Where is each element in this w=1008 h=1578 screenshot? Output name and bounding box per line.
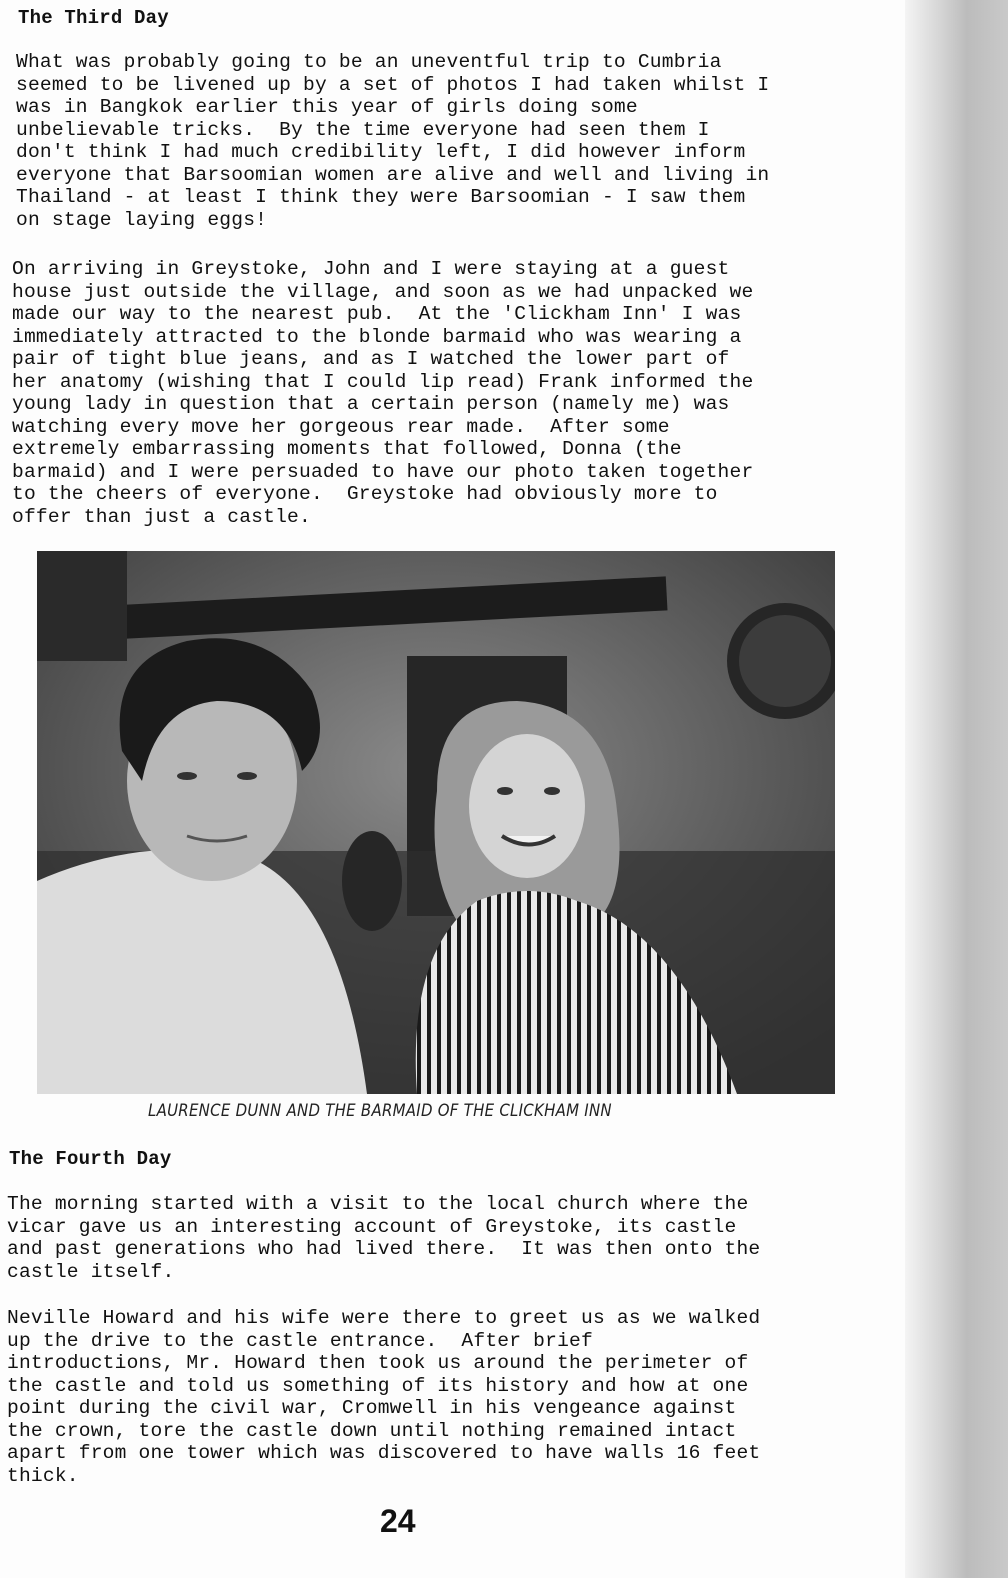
fourth-day-paragraph-2: Neville Howard and his wife were there to greet us as we walked up the drive to the castle entrance. After brief introductions, Mr. Howard then took us around the perimeter of the castle and told us something of its history and how at one point during the civil war, Cromwell in his vengeance against the crown, tore the castle down until nothing remained intact apart from one tower which was discovered to have walls 16 feet thick. bbox=[7, 1307, 761, 1487]
third-day-paragraph-2: On arriving in Greystoke, John and I were staying at a guest house just outside the village, and soon as we had unpacked we made our way to the nearest pub. At the 'Clickham Inn' I was immediately attracted to the blonde barmaid who was wearing a pair of tight blue jeans, and as I watched the lower part of her anatomy (wishing that I could lip read) Frank informed the young lady in question that a certain person (namely me) was watching every move her gorgeous rear made. After some extremely embarrassing moments that followed, Donna (the barmaid) and I were persuaded to have our photo taken together to the cheers of everyone. Greystoke had obviously more to offer than just a castle. bbox=[12, 258, 754, 528]
photo-illustration bbox=[37, 551, 835, 1094]
third-day-heading: The Third Day bbox=[18, 7, 169, 29]
photo-laurence-and-barmaid bbox=[37, 551, 835, 1094]
page-number: 24 bbox=[380, 1503, 416, 1539]
photo-caption: LAURENCE DUNN AND THE BARMAID OF THE CLICKHAM INN bbox=[148, 1101, 612, 1121]
fourth-day-paragraph-1: The morning started with a visit to the local church where the vicar gave us an interesting account of Greystoke, its castle and past generations who had lived there. It was then onto the castle itself. bbox=[7, 1193, 761, 1283]
fourth-day-heading: The Fourth Day bbox=[9, 1148, 172, 1170]
third-day-paragraph-1: What was probably going to be an uneventful trip to Cumbria seemed to be livened up by a set of photos I had taken whilst I was in Bangkok earlier this year of girls doing some unbelievable tricks. By the time everyone had seen them I don't think I had much credibility left, I did however inform everyone that Barsoomian women are alive and well and living in Thailand - at least I think they were Barsoomian - I saw them on stage laying eggs! bbox=[16, 51, 770, 231]
binding-shadow bbox=[905, 0, 1008, 1578]
